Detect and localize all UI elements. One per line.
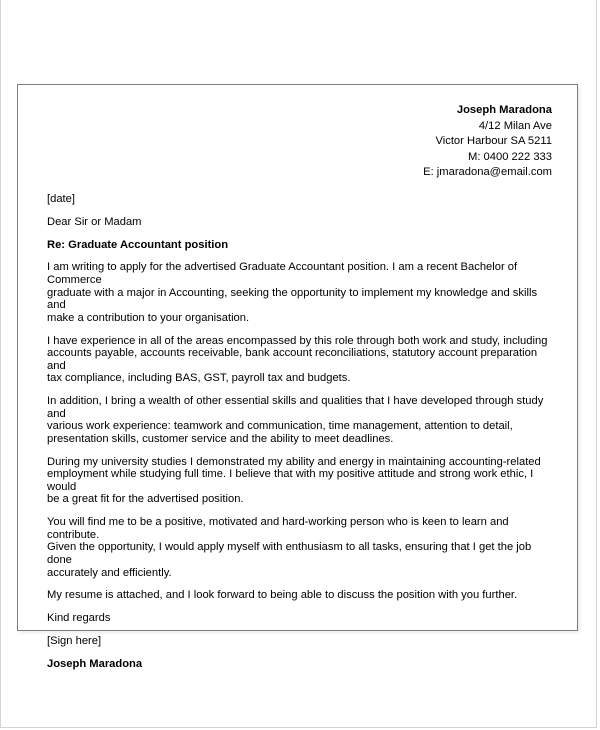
paragraph-line: You will find me to be a positive, motivated and hard-working person who is keen to learn and contribute. [47,516,509,541]
letter-salutation: Dear Sir or Madam [47,215,142,228]
paragraph-resume [47,589,557,602]
paragraph-experience [47,335,557,385]
paragraph-line: employment while studying full time. I believe that with my positive attitude and strong work ethic, I would [47,468,534,493]
paragraph-line: Given the opportunity, I would apply myself with enthusiasm to all tasks, ensuring that I get the job done [47,541,532,566]
paragraph-line: make a contribution to your organisation. [47,311,250,324]
paragraph-line: presentation skills, customer service and the ability to meet deadlines. [47,432,394,445]
paragraph-line: In addition, I bring a wealth of other essential skills and qualities that I have developed through study and [47,395,544,420]
paragraph-personal-qualities [47,516,557,579]
paragraph-line: accurately and efficiently. [47,566,172,579]
paragraph-line: graduate with a major in Accounting, seeking the opportunity to implement my knowledge and skills and [47,286,538,312]
letter-date: [date] [47,193,75,205]
sender-mobile: M: 0400 222 333 [468,150,552,163]
letter-body [47,193,557,680]
paragraph-line: During my university studies I demonstrated my ability and energy in maintaining accounting-related [47,455,541,468]
paragraph-line: tax compliance, including BAS, GST, payroll tax and budgets. [47,372,351,385]
signature-name: Joseph Maradona [47,657,143,670]
letter-closing: Kind regards [47,612,111,625]
paragraph-line: various work experience: teamwork and communication, time management, attention to detail, [47,420,513,433]
paragraph-line: I have experience in all of the areas encompassed by this role through both work and study, including [47,334,548,347]
paragraph-line: My resume is attached, and I look forward to being able to discuss the position with you further. [47,589,518,602]
sender-address-line1: 4/12 Milan Ave [478,119,552,132]
letter-page [17,84,578,670]
sender-name: Joseph Maradona [456,104,552,116]
paragraph-university [47,456,557,506]
sender-email: E: jmaradona@email.com [423,166,552,179]
paragraph-line: I am writing to apply for the advertised Graduate Accountant position. I am a recent Bachelor of Commerce [47,261,518,286]
sender-block [423,103,552,181]
paragraph-line: be a great fit for the advertised position. [47,493,244,506]
paragraph-introduction [47,261,557,324]
letter-subject: Re: Graduate Accountant position [47,238,229,251]
signature-placeholder: [Sign here] [47,634,102,647]
paragraph-line: accounts payable, accounts receivable, bank account reconciliations, statutory account preparation and [47,347,538,372]
sender-address-line2: Victor Harbour SA 5211 [435,135,552,148]
paragraph-skills [47,395,557,445]
